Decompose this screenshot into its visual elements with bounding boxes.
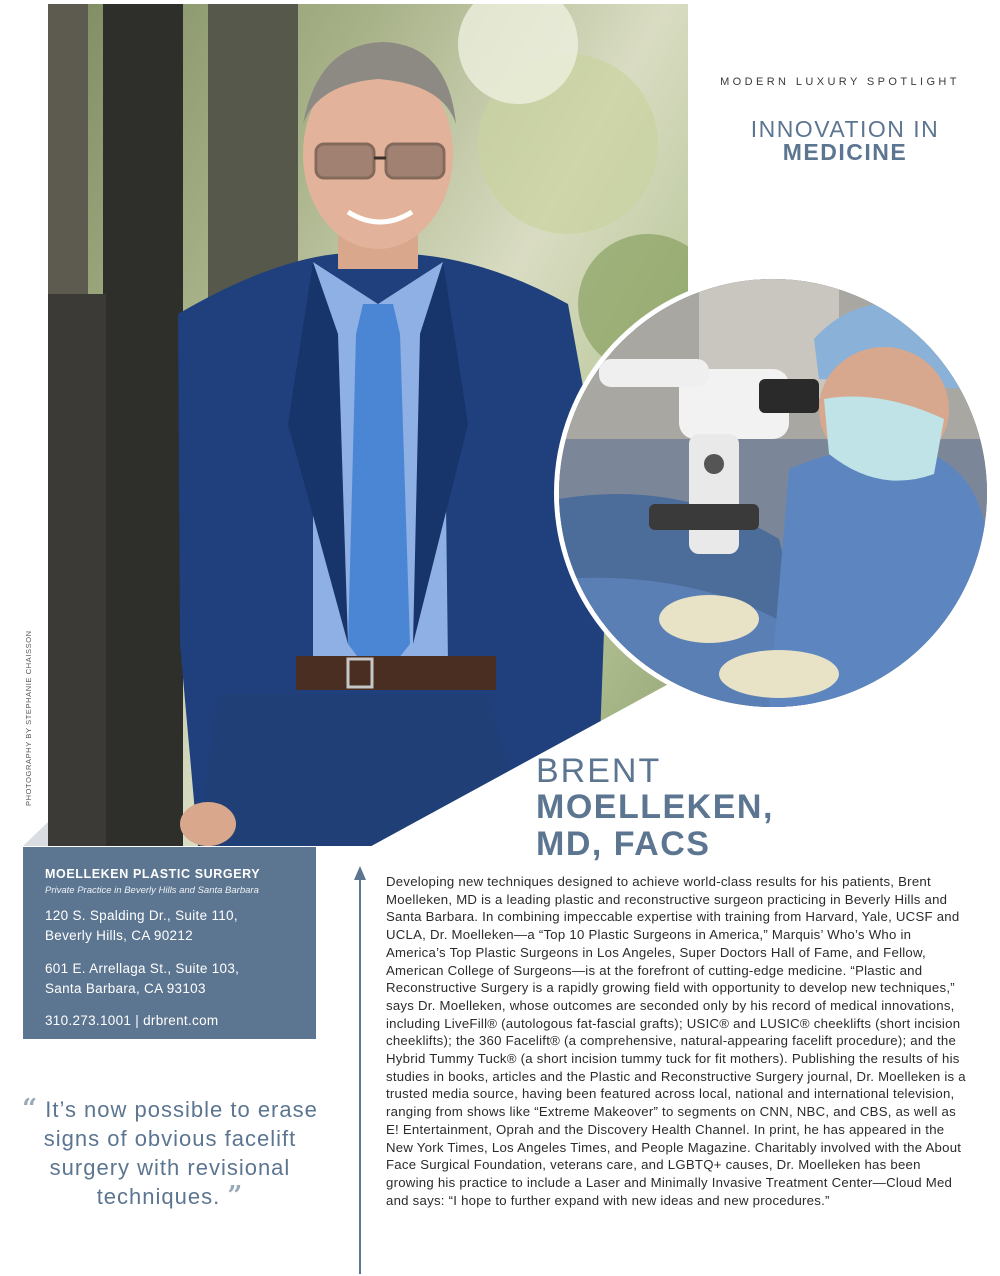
article-body: Developing new techniques designed to achieve world-class results for his patients, Brent Moelleken, MD is a leading plastic and reconstructive surgeon practicing in Beverly Hills and Santa Barbara. In combining impeccable expertise with training from Harvard, Yale, UCSF and UCLA, Dr. Moelleken—a “Top 10 Plastic Surgeons in America,” Marquis’ Who’s Who in America’s Top Plastic Surgeons in Los Angeles, Super Doctors Hall of Fame, and Fellow, American College of Surgeons—is at the forefront of cutting-edge medicine. “Plastic and Reconstructive Surgery is a rapidly growing field with opportunity to develop new techniques,” says Dr. Moelleken, whose outcomes are seconded only by his record of medical innovations, including LiveFill® (autologous fat-fascial grafts); USIC® and LUSIC® cheeklifts (short incision cheeklifts); the 360 Facelift® (a comprehensive, natural-appearing facelift procedure); and the Hybrid Tummy Tuck® (a short incision tummy tuck for fit mothers). Publishing the results of his studies in books, articles and the Plastic and Reconstructive Surgery journal, Dr. Moelleken is a trusted media source, having been featured across local, national and international television, ranging from shows like “Extreme Makeover” to segments on CNN, NBC, and CBS, as well as E! Entertainment, Oprah and the Discovery Health Channel. In print, he has appeared in the New York Times, Los Angeles Times, and People Magazine. Charitably involved with the About Face Surgical Foundation, veterans care, and LGBTQ+ causes, Dr. Moelleken has been growing his practice to include a Laser and Minimally Invasive Treatment Center—Cloud Med and says: “I hope to further expand with new ideas and new procedures.” — [386, 874, 966, 1208]
address-line: 601 E. Arrellaga St., Suite 103, — [45, 961, 240, 976]
practice-subtitle: Private Practice in Beverly Hills and Santa Barbara — [45, 885, 259, 896]
pull-quote-text: It’s now possible to erase signs of obvious facelift surgery with revisional techniques. — [43, 1097, 318, 1209]
close-quote-mark: ” — [227, 1181, 244, 1211]
address-line: Santa Barbara, CA 93103 — [45, 981, 206, 996]
name-first: BRENT — [536, 752, 662, 790]
address-line: 120 S. Spalding Dr., Suite 110, — [45, 908, 238, 923]
surgery-photo-circle — [554, 274, 992, 712]
photo-credit — [24, 620, 34, 810]
contact-phone-website: 310.273.1001 | drbrent.com — [45, 1013, 219, 1028]
address-santa-barbara — [45, 959, 294, 999]
arrow-divider-line — [359, 878, 361, 1274]
section-title-line2: MEDICINE — [782, 139, 908, 165]
address-beverly-hills — [45, 906, 294, 946]
spotlight-label: MODERN LUXURY SPOTLIGHT — [720, 76, 960, 88]
practice-name: MOELLEKEN PLASTIC SURGERY — [45, 867, 261, 881]
section-title-line1: INNOVATION IN — [750, 116, 940, 142]
name-credentials: MD, FACS — [536, 825, 711, 863]
name-last: MOELLEKEN, — [536, 788, 774, 826]
pull-quote — [20, 1095, 320, 1211]
surgery-illustration — [559, 279, 987, 707]
open-quote-mark: “ — [22, 1094, 39, 1124]
address-line: Beverly Hills, CA 90212 — [45, 928, 193, 943]
photo-credit-text: PHOTOGRAPHY BY STEPHANIE CHAISSON — [24, 630, 33, 806]
corner-wedge — [23, 822, 48, 846]
practice-info-box — [23, 847, 316, 1039]
